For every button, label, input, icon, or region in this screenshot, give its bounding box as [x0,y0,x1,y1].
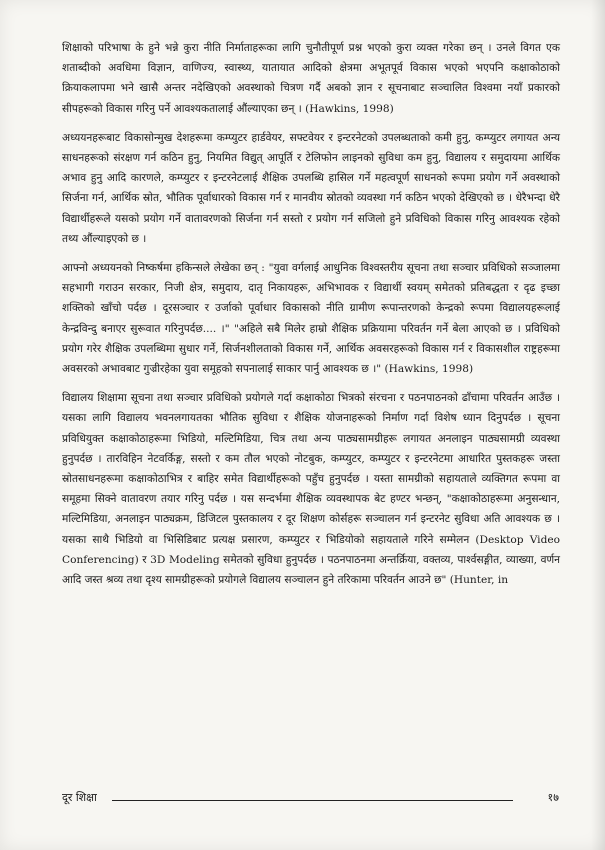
page-footer [62,790,559,810]
paragraph-2: अध्ययनहरूबाट विकासोन्मुख देशहरूमा कम्प्युटर हार्डवेयर, सफ्टवेयर र इन्टरनेटको उपलब्धताको कमी हुनु, कम्प्युटर लगायत अन्य साधनहरूको संरक्षण गर्न कठिन हुनु, नियमित विद्युत् आपूर्ति र टेलिफोन लाइनको सुविधा कम हुनु, विद्यालय र समुदायमा आर्थिक अभाव हुनु आदि कारणले, कम्प्युटर र इन्टरनेटलाई शैक्षिक उपलब्धि हासिल गर्ने महत्वपूर्ण साधनको रूपमा प्रयोग गर्ने अवस्थाको सिर्जना गर्न, आर्थिक स्रोत, भौतिक पूर्वाधारको विकास गर्न र मानवीय स्रोतको व्यवस्था गर्न कठिन भएको देखिएको छ । धेरैभन्दा धेरै विद्यार्थीहरूले यसको प्रयोग गर्ने वातावरणको सिर्जना गर्न सस्तो र प्रयोग गर्न सजिलो हुने प्रविधिको विकास गरिनु आवश्यक रहेको तथ्य औंल्याइएको छ । [62,131,560,245]
paragraph-3: आफ्नो अध्ययनको निष्कर्षमा हकिन्सले लेखेका छन् : "युवा वर्गलाई आधुनिक विश्वस्तरीय सूचना तथा सञ्चार प्रविधिको सञ्जालमा सहभागी गराउन सरकार, निजी क्षेत्र, समुदाय, दातृ निकायहरू, अभिभावक र विद्यार्थी स्वयम् समेतको प्रतिबद्धता र दृढ इच्छा शक्तिको खाँचो पर्दछ । दूरसञ्चार र उर्जाको पूर्वाधार विकासको नीति ग्रामीण रूपान्तरणको केन्द्रको रूपमा विद्यालयहरूलाई केन्द्रविन्दु बनाएर सुरूवात गरिनुपर्दछ.... ।" "अहिले सबै मिलेर हाम्रो शैक्षिक प्रक्रियामा परिवर्तन गर्ने बेला आएको छ । प्रविधिको प्रयोग गरेर शैक्षिक उपलब्धिमा सुधार गर्ने, सिर्जनशीलताको विकास गर्ने, आर्थिक अवसरहरूको विकास गर्न र विकासशील राष्ट्रहरूमा अवसरको अभावबाट गुज्रीरहेका युवा समूहको सपनालाई साकार पार्नु आवश्यक छ ।" (Hawkins, 1998) [62,262,560,376]
body-text [62,38,560,599]
paragraph-4: विद्यालय शिक्षामा सूचना तथा सञ्चार प्रविधिको प्रयोगले गर्दा कक्षाकोठा भित्रको संरचना र पठनपाठनको ढाँचामा परिवर्तन आउँछ । यसका लागि विद्यालय भवनलगायतका भौतिक सुविधा र शैक्षिक योजनाहरूको निर्माण गर्दा विशेष ध्यान दिनुपर्दछ । सूचना प्रविधियुक्त कक्षाकोठाहरूमा भिडियो, मल्टिमिडिया, चित्र तथा अन्य पाठ्यसामग्रीहरू लगायत अनलाइन पाठ्यसामग्री व्यवस्था हुनुपर्दछ । तारविहिन नेटवर्किङ्ग, सस्तो र कम तौल भएको नोटबुक, कम्प्युटर, कम्प्युटर र इन्टरनेटमा आधारित पुस्तकहरू जस्ता स्रोतसाधनहरूमा कक्षाकोठाभित्र र बाहिर समेत विद्यार्थीहरूको पहुँच हुनुपर्दछ । यस्ता सामग्रीको सहायताले व्यक्तिगत रूपमा वा समूहमा सिक्ने वातावरण तयार गरिनु पर्दछ । यस सन्दर्भमा शैक्षिक व्यवस्थापक बेट हण्टर भन्छन्, "कक्षाकोठाहरूमा अनुसन्धान, मल्टिमिडिया, अनलाइन पाठ्यक्रम, डिजिटल पुस्तकालय र दूर शिक्षण कोर्सहरू सञ्चालन गर्न इन्टरनेट सुविधा अति आवश्यक छ । यसका साथै भिडियो वा भिसिडिबाट प्रत्यक्ष प्रसारण, कम्प्युटर र भिडियोको सहायताले गरिने सम्मेलन (Desktop Video Conferencing) र 3D Modeling समेतको सुविधा हुनुपर्दछ । पठनपाठनमा अन्तर्क्रिया, वक्तव्य, पार्श्वसङ्गीत, व्याख्या, वर्णन आदि जस्त श्रव्य तथा दृश्य सामग्रीहरूको प्रयोगले विद्यालय सञ्चालन हुने तरिकामा परिवर्तन आउने छ" (Hunter, in [62,392,560,587]
page-edge-shadow [591,0,605,850]
footer-divider [112,800,513,801]
page-number: १७ [547,791,559,804]
paragraph-1: शिक्षाको परिभाषा के हुने भन्ने कुरा नीति निर्माताहरूका लागि चुनौतीपूर्ण प्रश्न भएको कुरा व्यक्त गरेका छन् । उनले विगत एक शताब्दीको अवधिमा विज्ञान, वाणिज्य, स्वास्थ्य, यातायात आदिको क्षेत्रमा अभूतपूर्व विकास भएको भएपनि कक्षाकोठाको क्रियाकलापमा भने खासै अन्तर नदेखिएको अवस्थाको चित्रण गर्दै अबको ज्ञान र सूचनाबाट सञ्चालित विश्वमा नयाँ प्रकारको सीपहरूको विकास गरिनु पर्ने आवश्यकतालाई औंल्याएका छन् । (Hawkins, 1998) [62,42,560,115]
journal-title: दूर शिक्षा [62,791,97,804]
